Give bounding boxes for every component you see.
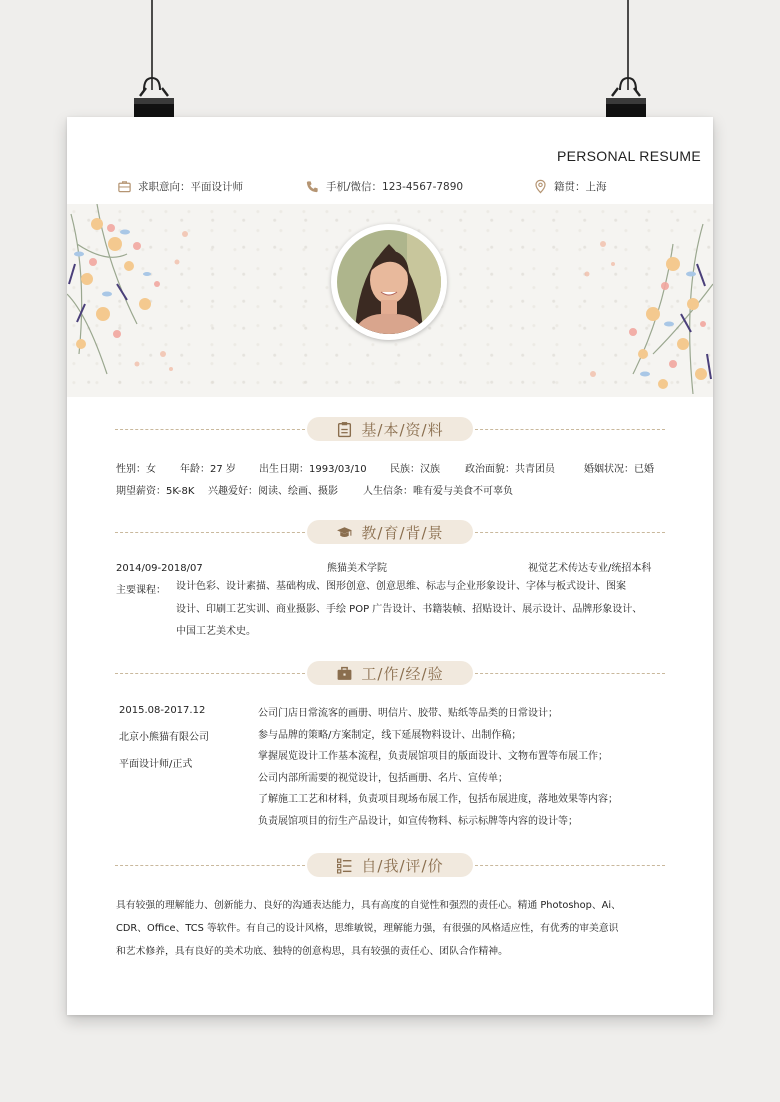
section-basic-info-title: 基/本/资/料 [361, 420, 444, 439]
section-self-eval-title: 自/我/评/价 [361, 856, 444, 875]
graduation-cap-icon [336, 524, 353, 541]
marital-status: 婚姻状况：已婚 [584, 464, 654, 475]
ethnicity: 民族：汉族 [390, 464, 440, 475]
header-banner [67, 204, 713, 397]
checklist-icon [336, 857, 353, 874]
political-status: 政治面貌：共青团员 [465, 464, 555, 475]
courses-label: 主要课程： [116, 585, 166, 596]
self-eval-line: 具有较强的理解能力、创新能力、良好的沟通表达能力，具有高度的自觉性和强烈的责任心。精通 Photoshop、Ai、 [116, 900, 621, 911]
location-pin-icon [533, 179, 548, 194]
binder-clip-left-icon [130, 0, 178, 134]
courses-line: 设计色彩、设计素描、基础构成、图形创意、创意思维、标志与企业形象设计、字体与板式设计、图案 [176, 581, 626, 592]
binder-clip-right-icon [602, 0, 650, 134]
briefcase-icon [117, 179, 132, 194]
profile-photo [337, 230, 441, 334]
self-evaluation [116, 894, 621, 963]
section-education-title: 教/育/背/景 [361, 523, 444, 542]
gender: 性别：女 [116, 464, 156, 475]
section-work-title: 工/作/经/验 [361, 664, 444, 683]
education-period: 2014/09-2018/07 [116, 563, 203, 574]
courses-list [176, 576, 642, 644]
resume-title: PERSONAL RESUME [556, 148, 701, 164]
suitcase-icon [336, 665, 353, 682]
life-motto: 人生信条：唯有爱与美食不可辜负 [363, 486, 513, 497]
phone-wechat: 手机/微信：123-4567-7890 [305, 179, 463, 194]
work-duty: 公司门店日常流客的画册、明信片、胶带、贴纸等品类的日常设计； [258, 708, 558, 719]
work-duties [258, 703, 618, 833]
contact-row [67, 179, 713, 195]
origin: 籍贯：上海 [533, 179, 607, 194]
work-company: 北京小熊猫有限公司 [119, 732, 209, 743]
self-eval-line: CDR、Office、TCS 等软件。有自己的设计风格，思维敏锐，理解能力强，有很强的风格适应性，有优秀的审美意识 [116, 923, 619, 934]
floral-decoration-left [67, 204, 197, 397]
self-eval-line: 和艺术修养，具有良好的美术功底、独特的创意构思，具有较强的责任心、团队合作精神。 [116, 946, 508, 957]
education-major: 视觉艺术传达专业/统招本科 [528, 563, 652, 574]
courses-line: 设计、印刷工艺实训、商业摄影、手绘 POP 广告设计、书籍装帧、招贴设计、展示设计、品牌形象设计、 [176, 603, 643, 615]
profile-photo-frame [331, 224, 447, 340]
work-position: 平面设计师/正式 [119, 759, 193, 770]
resume-page [67, 117, 713, 1015]
work-duty: 了解施工工艺和材料，负责项目现场布展工作，包括布展进度，落地效果等内容； [258, 794, 618, 806]
birth-date: 出生日期：1993/03/10 [259, 464, 367, 475]
phone-icon [305, 179, 320, 194]
work-duty: 负责展馆项目的衍生产品设计，如宣传物料、标示标牌等内容的设计等； [258, 815, 578, 827]
work-duty: 掌握展览设计工作基本流程，负责展馆项目的版面设计、文物布置等布展工作； [258, 751, 608, 763]
courses-line: 中国工艺美术史。 [176, 626, 256, 638]
age: 年龄：27 岁 [180, 464, 236, 475]
section-basic-info-header [115, 417, 665, 443]
clipboard-icon [336, 421, 353, 438]
work-duty: 公司内部所需要的视觉设计，包括画册、名片、宣传单； [258, 772, 508, 784]
hobbies: 兴趣爱好：阅读、绘画、摄影 [208, 486, 338, 497]
job-intent: 求职意向：平面设计师 [117, 179, 243, 194]
expected-salary: 期望薪资：5K-8K [116, 486, 195, 497]
section-self-eval-header [115, 853, 665, 879]
floral-decoration-right [573, 204, 713, 397]
section-work-header [115, 661, 665, 687]
section-education-header [115, 520, 665, 546]
work-duty: 参与品牌的策略/方案制定，线下延展物料设计、出制作稿； [258, 729, 522, 741]
education-school: 熊猫美术学院 [327, 563, 387, 574]
work-period: 2015.08-2017.12 [119, 705, 206, 716]
